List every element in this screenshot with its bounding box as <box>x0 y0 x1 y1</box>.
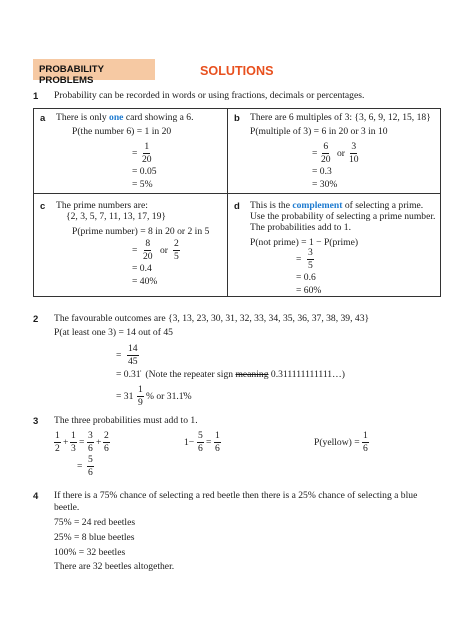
grid-divider-vertical <box>227 108 228 297</box>
question-2-fraction: $\frac{14}{45}$ <box>128 343 138 367</box>
question-3-intro: The three probabilities must add to 1. <box>54 415 198 426</box>
q3-result-fraction: $\frac{5}{6}$ <box>88 454 93 478</box>
part-b-line-1: There are 6 multiples of 3: {3, 6, 9, 12, 15, 18} <box>250 112 431 123</box>
part-c-decimal: = 0.4 <box>132 263 152 274</box>
section-tag <box>33 59 155 86</box>
part-d-label: d <box>234 201 240 212</box>
q3-plus-1: + <box>63 437 69 448</box>
part-d-line-3: The probabilities add to 1. <box>250 222 351 233</box>
question-4-line-5: There are 32 beetles altogether. <box>54 561 175 572</box>
part-d-fraction: $\frac{3}{5}$ <box>308 247 313 271</box>
highlight-one: one <box>109 112 124 123</box>
part-a-percent: = 5% <box>132 179 153 190</box>
question-4-line-2: 75% = 24 red beetles <box>54 517 136 528</box>
part-d-line-2: Use the probability of selecting a prime number. <box>250 211 436 222</box>
part-d-line-1: This is the complement of selecting a prime. <box>250 200 424 211</box>
part-b-fraction-1: $\frac{6}{20}$ <box>321 141 331 165</box>
q3-equals-1: = <box>79 437 85 448</box>
part-c-equals: = <box>132 245 138 256</box>
grid-divider-horizontal <box>33 193 441 194</box>
question-4-line-1b: beetle. <box>54 502 80 513</box>
q3-equals-3: = <box>206 437 212 448</box>
part-b-label: b <box>234 113 240 124</box>
part-c-percent: = 40% <box>132 276 158 287</box>
question-number-4: 4 <box>33 491 39 502</box>
q3-frac-3: $\frac{3}{6}$ <box>88 430 93 454</box>
q3-equals-2: = <box>77 461 83 472</box>
q3-minus-result: $\frac{1}{6}$ <box>215 430 220 454</box>
question-4-line-4: 100% = 32 beetles <box>54 547 126 558</box>
q3-frac-1: $\frac{1}{2}$ <box>55 430 60 454</box>
part-d-percent: = 60% <box>296 285 322 296</box>
part-b-percent: = 30% <box>312 179 338 190</box>
part-c-line-2: {2, 3, 5, 7, 11, 13, 17, 19} <box>66 211 166 222</box>
q3-frac-2: $\frac{1}{3}$ <box>71 430 76 454</box>
part-d-decimal: = 0.6 <box>296 272 316 283</box>
struck-word: meaning <box>235 369 269 380</box>
part-c-or: or <box>160 245 168 256</box>
question-number-1: 1 <box>33 91 39 102</box>
question-number-2: 2 <box>33 314 39 325</box>
highlight-complement: complement <box>292 200 343 211</box>
part-c-line-1: The prime numbers are: <box>56 200 148 211</box>
part-b-line-2: P(multiple of 3) = 6 in 20 or 3 in 10 <box>250 126 388 137</box>
question-2-percent-a: = 31 <box>116 391 134 402</box>
question-2-outcomes: The favourable outcomes are {3, 13, 23, 30, 31, 32, 33, 34, 35, 36, 37, 38, 39, 43} <box>54 313 370 324</box>
part-c-fraction-1: $\frac{8}{20}$ <box>143 238 153 262</box>
q3-minus-fraction: $\frac{5}{6}$ <box>198 430 203 454</box>
question-2-equals: = <box>116 350 122 361</box>
part-c-label: c <box>40 201 46 212</box>
part-a-decimal: = 0.05 <box>132 166 157 177</box>
part-b-equals: = <box>312 148 318 159</box>
question-number-3: 3 <box>33 416 39 427</box>
question-2-decimal: = 0.31̇ (Note the repeater sign meaning 0.311111111111…) <box>116 369 345 380</box>
part-a-equals: = <box>132 148 138 159</box>
q3-yellow-label: P(yellow) = <box>314 437 360 448</box>
q3-frac-4: $\frac{2}{6}$ <box>104 430 109 454</box>
part-d-line-4: P(not prime) = 1 − P(prime) <box>250 237 359 248</box>
question-2-percent-b: % or 31.1̇% <box>146 391 192 402</box>
part-c-fraction-2: $\frac{2}{5}$ <box>174 238 179 262</box>
q3-plus-2: + <box>96 437 102 448</box>
question-2-probability: P(at least one 3) = 14 out of 45 <box>54 327 173 338</box>
page-title: SOLUTIONS <box>200 64 274 78</box>
question-4-line-1: If there is a 75% chance of selecting a red beetle then there is a 25% chance of selecting a blue <box>54 490 418 501</box>
part-a-line-2: P(the number 6) = 1 in 20 <box>72 126 172 137</box>
question-1-intro: Probability can be recorded in words or using fractions, decimals or percentages. <box>54 90 365 101</box>
part-d-equals: = <box>296 254 302 265</box>
question-4-line-3: 25% = 8 blue beetles <box>54 532 135 543</box>
part-a-label: a <box>40 113 46 124</box>
section-tag-label: PROBABILITY PROBLEMS <box>39 64 104 86</box>
question-2-percent-fraction: $\frac{1}{9}$ <box>138 384 143 408</box>
part-a-fraction: $\frac{1}{20}$ <box>142 141 152 165</box>
part-b-or: or <box>337 148 345 159</box>
part-b-decimal: = 0.3 <box>312 166 332 177</box>
part-c-line-3: P(prime number) = 8 in 20 or 2 in 5 <box>72 226 210 237</box>
q3-one-minus: 1− <box>184 437 195 448</box>
part-a-line-1: There is only one card showing a 6. <box>56 112 194 123</box>
part-b-fraction-2: $\frac{3}{10}$ <box>349 141 359 165</box>
q3-yellow-fraction: $\frac{1}{6}$ <box>363 430 368 454</box>
